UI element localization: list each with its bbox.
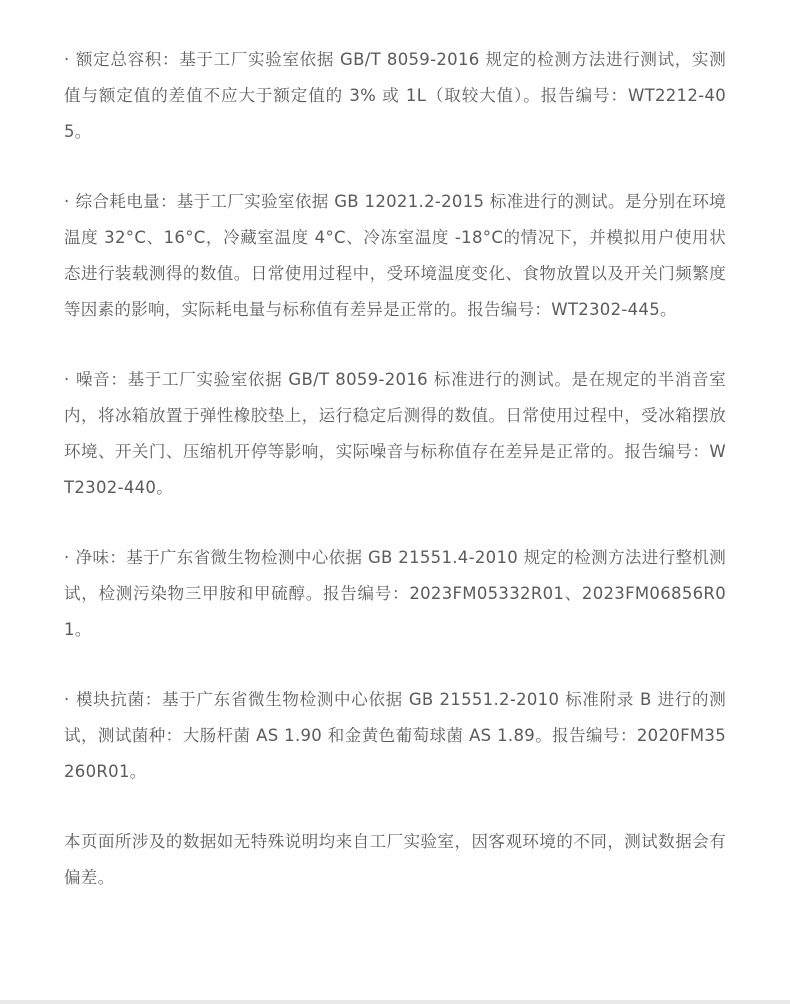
note-text: 额定总容积：基于工厂实验室依据 GB/T 8059-2016 规定的检测方法进行测试，实测值与额定值的差值不应大于额定值的 3% 或 1L（取较大值）。报告编号：WT2212-405。 [64, 50, 726, 141]
disclaimer-section [64, 42, 726, 913]
note-noise [64, 362, 726, 506]
bullet-dot: · [64, 548, 70, 567]
note-text: 噪音：基于工厂实验室依据 GB/T 8059-2016 标准进行的测试。是在规定的半消音室内，将冰箱放置于弹性橡胶垫上，运行稳定后测得的数值。日常使用过程中，受冰箱摆放环境、开关门、压缩机开停等影响，实际噪音与标称值存在差异是正常的。报告编号：WT2302-440。 [64, 370, 726, 497]
note-text: 模块抗菌：基于广东省微生物检测中心依据 GB 21551.2-2010 标准附录 B 进行的测试，测试菌种：大肠杆菌 AS 1.90 和金黄色葡萄球菌 AS 1.89。报告编号：2020FM35260R01。 [64, 690, 726, 781]
bullet-dot: · [64, 192, 70, 211]
note-text: 综合耗电量：基于工厂实验室依据 GB 12021.2-2015 标准进行的测试。是分别在环境温度 32°C、16°C，冷藏室温度 4°C、冷冻室温度 -18°C的情况下，并模拟用户使用状态进行装载测得的数值。日常使用过程中，受环境温度变化、食物放置以及开关门频繁度等因素的影响，实际耗电量与标称值有差异是正常的。报告编号：WT2302-445。 [64, 192, 726, 319]
note-antibacterial [64, 682, 726, 790]
note-odor-removal [64, 540, 726, 648]
bullet-dot: · [64, 50, 70, 69]
note-text: 净味：基于广东省微生物检测中心依据 GB 21551.4-2010 规定的检测方法进行整机测试，检测污染物三甲胺和甲硫醇。报告编号：2023FM05332R01、2023FM06856R01。 [64, 548, 726, 639]
bullet-dot: · [64, 690, 70, 709]
bullet-dot: · [64, 370, 70, 389]
data-source-disclaimer: 本页面所涉及的数据如无特殊说明均来自工厂实验室，因客观环境的不同，测试数据会有偏差。 [64, 832, 726, 887]
note-energy-consumption [64, 184, 726, 328]
note-rated-volume [64, 42, 726, 150]
bottom-divider [0, 1000, 790, 1004]
